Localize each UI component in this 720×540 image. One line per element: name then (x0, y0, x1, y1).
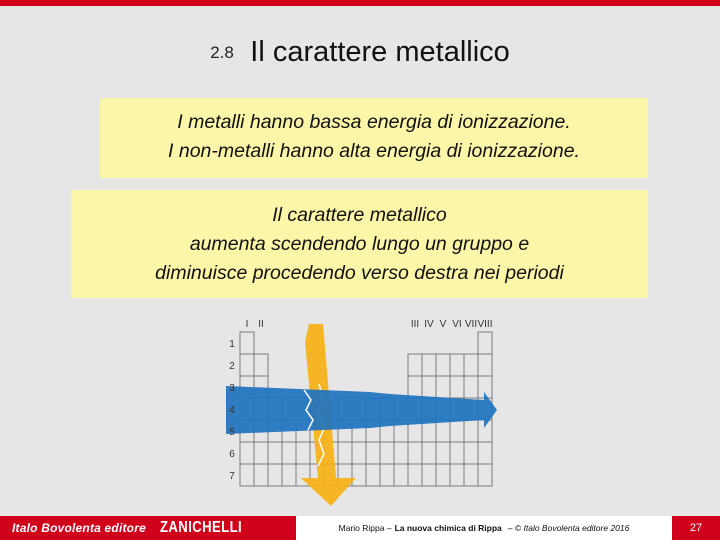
table-cell (240, 442, 254, 464)
right-arrow (226, 386, 497, 434)
metallic-character-box (71, 190, 648, 298)
table-cell (366, 442, 380, 464)
table-cell (338, 442, 352, 464)
table-cell (464, 376, 478, 398)
table-cell (254, 464, 268, 486)
period-label: 3 (229, 383, 235, 394)
group-label: VI (452, 319, 462, 330)
table-cell (422, 376, 436, 398)
credit-copyright: – © Italo Bovolenta editore 2016 (507, 523, 630, 533)
period-label: 4 (229, 405, 235, 416)
table-cell (450, 464, 464, 486)
table-cell (268, 464, 282, 486)
group-label: VIII (477, 319, 493, 330)
table-cell (450, 376, 464, 398)
table-cell (240, 354, 254, 376)
box2-line2: aumenta scendendo lungo un gruppo e (189, 233, 530, 255)
table-cell (478, 354, 492, 376)
period-label: 5 (229, 427, 235, 438)
group-label: V (439, 319, 447, 330)
table-cell (436, 376, 450, 398)
table-cell (352, 442, 366, 464)
top-accent-bar (0, 0, 720, 6)
table-cell (380, 464, 394, 486)
table-cell (352, 464, 366, 486)
table-cell (268, 442, 282, 464)
periodic-table-svg (220, 312, 500, 512)
table-cell (436, 464, 450, 486)
ionization-energy-box (100, 98, 648, 178)
period-label: 2 (229, 361, 235, 372)
table-cell (422, 354, 436, 376)
table-cell (422, 464, 436, 486)
page-title: Il carattere metallico (250, 36, 510, 68)
table-cell (436, 442, 450, 464)
table-cell (282, 442, 296, 464)
group-label: IV (424, 319, 434, 330)
table-cell (436, 354, 450, 376)
table-cell (394, 442, 408, 464)
table-cell (464, 442, 478, 464)
period-label: 6 (229, 449, 235, 460)
box1-line1: I metalli hanno bassa energia di ionizzazione. (177, 111, 571, 133)
page-number: 27 (672, 516, 720, 540)
period-label: 7 (229, 471, 235, 482)
table-cell (478, 464, 492, 486)
table-cell (296, 442, 310, 464)
period-label: 1 (229, 339, 235, 350)
table-cell (408, 354, 422, 376)
table-cell (450, 442, 464, 464)
table-cell (254, 354, 268, 376)
table-cell (240, 464, 254, 486)
footer (0, 516, 720, 540)
table-cell (478, 442, 492, 464)
table-cell (450, 354, 464, 376)
group-label: VII (464, 319, 478, 330)
credit-book: La nuova chimica di Rippa (394, 523, 502, 533)
table-cell (436, 420, 450, 442)
table-cell (408, 464, 422, 486)
slide-title (0, 36, 720, 69)
section-number: 2.8 (210, 43, 234, 62)
credit-author: Mario Rippa – (338, 523, 392, 533)
periodic-table-diagram (220, 312, 500, 512)
table-cell (240, 332, 254, 354)
group-label: III (410, 319, 420, 330)
table-cell (450, 420, 464, 442)
table-cell (366, 464, 380, 486)
table-cell (380, 442, 394, 464)
footer-credit (296, 516, 672, 540)
table-cell (408, 442, 422, 464)
brand-logo: ZANICHELLI (159, 519, 243, 536)
table-cell (254, 442, 268, 464)
table-cell (464, 354, 478, 376)
table-cell (394, 464, 408, 486)
box2-line3: diminuisce procedendo verso destra nei periodi (155, 262, 564, 284)
table-cell (478, 332, 492, 354)
group-label: I (245, 319, 249, 330)
table-cell (408, 376, 422, 398)
box2-line1: Il carattere metallico (272, 204, 447, 226)
footer-brand-block (0, 516, 296, 540)
table-cell (464, 420, 478, 442)
table-cell (422, 442, 436, 464)
publisher-label: Italo Bovolenta editore (12, 521, 146, 535)
table-cell (282, 464, 296, 486)
table-cell (464, 464, 478, 486)
box1-line2: I non-metalli hanno alta energia di ionizzazione. (168, 140, 580, 162)
group-label: II (258, 319, 264, 330)
